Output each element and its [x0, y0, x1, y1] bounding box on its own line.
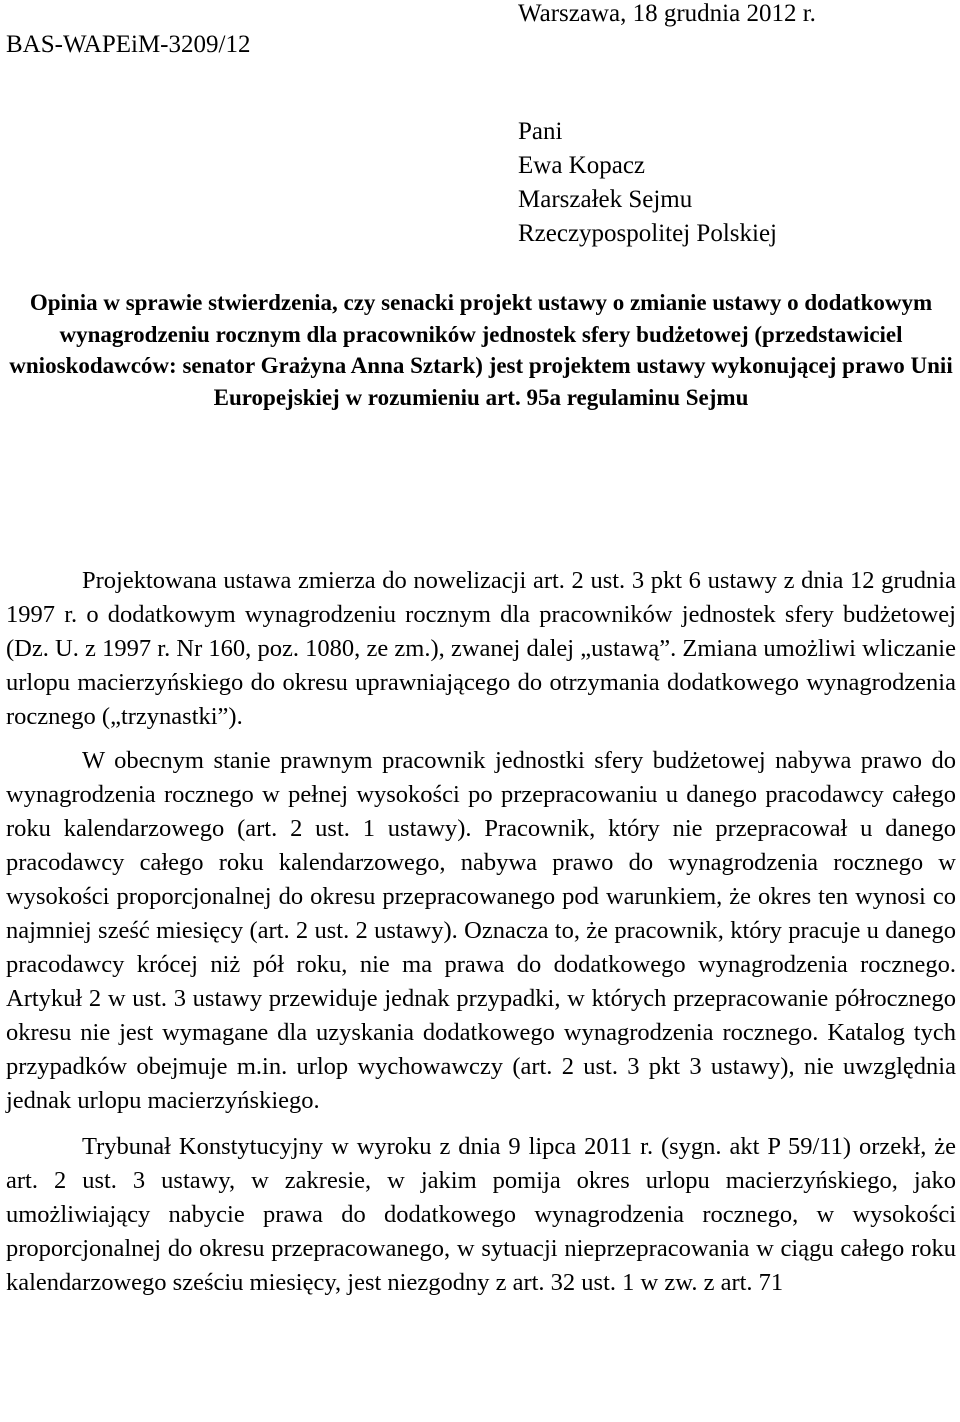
document-title: Opinia w sprawie stwierdzenia, czy senacki projekt ustawy o zmianie ustawy o dodatkowym wynagrodzeniu rocznym dla pracowników jednostek sfery budżetowej (przedstawiciel wnioskodawców: senator Grażyna Anna Sztark) jest projektem ustawy wykonującej prawo Unii Europejskiej w rozumieniu art. 95a regulaminu Sejmu [9, 290, 953, 410]
place-and-date: Warszawa, 18 grudnia 2012 r. [518, 0, 816, 27]
document-body [6, 564, 956, 1300]
document-reference-number: BAS-WAPEiM-3209/12 [6, 31, 251, 58]
body-paragraph-3: Trybunał Konstytucyjny w wyroku z dnia 9 lipca 2011 r. (sygn. akt P 59/11) orzekł, że art. 2 ust. 3 ustawy, w zakresie, w jakim pomija okres urlopu macierzyńskiego, jako umożliwiający nabycie prawa do dodatkowego wynagrodzenia rocznego, w wysokości proporcjonalnej do okresu przepracowanego, w sytuacji nieprzepracowania w ciągu całego roku kalendarzowego sześciu miesięcy, jest niezgodny z art. 32 ust. 1 w zw. z art. 71 [6, 1133, 956, 1296]
addressee-position: Marszałek Sejmu [518, 186, 693, 213]
addressee-block [518, 115, 777, 251]
addressee-salutation: Pani [518, 118, 563, 145]
body-paragraph-1: Projektowana ustawa zmierza do nowelizacji art. 2 ust. 3 pkt 6 ustawy z dnia 12 grudnia 1997 r. o dodatkowym wynagrodzeniu rocznym dla pracowników jednostek sfery budżetowej (Dz. U. z 1997 r. Nr 160, poz. 1080, ze zm.), zwanej dalej „ustawą”. Zmiana umożliwi wliczanie urlopu macierzyńskiego do okresu uprawniającego do otrzymania dodatkowego wynagrodzenia rocznego („trzynastki”). [6, 567, 956, 730]
addressee-name: Ewa Kopacz [518, 152, 646, 179]
body-paragraph-2: W obecnym stanie prawnym pracownik jednostki sfery budżetowej nabywa prawo do wynagrodzenia rocznego w pełnej wysokości po przepracowaniu u danego pracodawcy całego roku kalendarzowego (art. 2 ust. 1 ustawy). Pracownik, który nie przepracował u danego pracodawcy całego roku kalendarzowego, nabywa prawo do wynagrodzenia rocznego w wysokości proporcjonalnej do okresu przepracowanego pod warunkiem, że okres ten wynosi co najmniej sześć miesięcy (art. 2 ust. 2 ustawy). Oznacza to, że pracownik, który pracuje u danego pracodawcy krócej niż pół roku, nie ma prawa do dodatkowego wynagrodzenia rocznego. Artykuł 2 w ust. 3 ustawy przewiduje jednak przypadki, w których przepracowanie półrocznego okresu nie jest wymagane dla uzyskania dodatkowego wynagrodzenia rocznego. Katalog tych przypadków obejmuje m.in. urlop wychowawczy (art. 2 ust. 3 pkt 3 ustawy), nie uwzględnia jednak urlopu macierzyńskiego. [6, 747, 956, 1114]
addressee-institution: Rzeczypospolitej Polskiej [518, 220, 777, 247]
